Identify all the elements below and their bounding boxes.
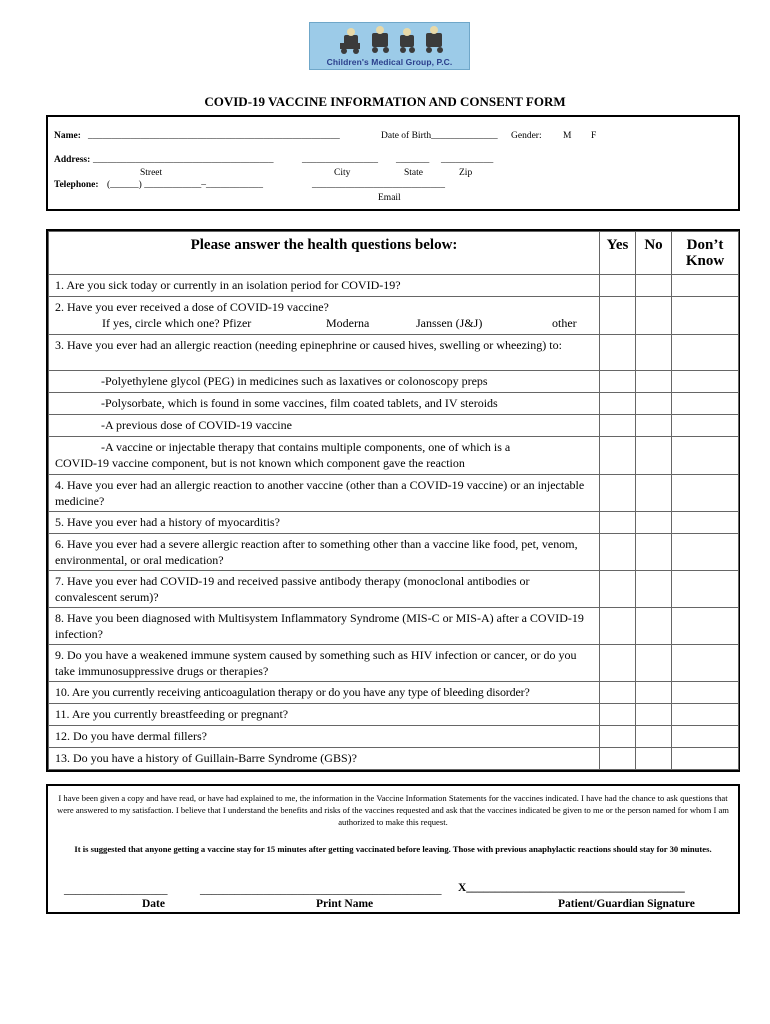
dont-know-line-1: Don’t <box>686 237 724 253</box>
question-row <box>49 275 739 297</box>
no-checkbox[interactable] <box>636 437 672 475</box>
dont-know-column-header <box>672 232 739 275</box>
dont-know-checkbox[interactable] <box>672 534 739 571</box>
yes-checkbox[interactable] <box>600 297 636 335</box>
question-text-continued: COVID-19 vaccine component, but is not known which component gave the reaction <box>55 456 465 470</box>
question-text: 12. Do you have dermal fillers? <box>49 726 600 748</box>
dont-know-checkbox[interactable] <box>672 415 739 437</box>
state-field[interactable]: _______ <box>396 155 430 165</box>
dont-know-checkbox[interactable] <box>672 275 739 297</box>
dont-know-line-2: Know <box>685 253 725 269</box>
date-caption: Date <box>142 898 165 910</box>
question-row <box>49 534 739 571</box>
email-caption: Email <box>378 193 401 203</box>
vaccine-options <box>55 315 593 331</box>
question-row <box>49 393 739 415</box>
question-text: 5. Have you ever had a history of myocarditis? <box>49 512 600 534</box>
question-row <box>49 608 739 645</box>
city-caption: City <box>334 168 351 178</box>
question-text: 13. Do you have a history of Guillain-Barre Syndrome (GBS)? <box>49 748 600 770</box>
yes-checkbox[interactable] <box>600 726 636 748</box>
no-checkbox[interactable] <box>636 512 672 534</box>
no-checkbox[interactable] <box>636 415 672 437</box>
dont-know-checkbox[interactable] <box>672 704 739 726</box>
yes-checkbox[interactable] <box>600 415 636 437</box>
vaccine-option-janssen[interactable]: Janssen (J&J) <box>416 316 483 330</box>
question-row <box>49 437 739 475</box>
no-checkbox[interactable] <box>636 645 672 682</box>
yes-checkbox[interactable] <box>600 475 636 512</box>
no-checkbox[interactable] <box>636 726 672 748</box>
no-checkbox[interactable] <box>636 571 672 608</box>
vaccine-option-other[interactable]: other <box>552 316 577 330</box>
zip-field[interactable]: ___________ <box>441 155 494 165</box>
yes-checkbox[interactable] <box>600 393 636 415</box>
no-column-header: No <box>636 232 672 275</box>
yes-checkbox[interactable] <box>600 275 636 297</box>
yes-checkbox[interactable] <box>600 437 636 475</box>
question-text: 8. Have you been diagnosed with Multisystem Inflammatory Syndrome (MIS-C or MIS-A) after a COVID-19 infection? <box>49 608 600 645</box>
clinic-logo <box>309 22 470 70</box>
health-questions-table <box>46 229 740 772</box>
yes-checkbox[interactable] <box>600 682 636 704</box>
telephone-field[interactable]: (______) ____________–____________ <box>107 180 263 190</box>
question-cell <box>49 297 600 335</box>
city-field[interactable]: ________________ <box>302 155 378 165</box>
yes-checkbox[interactable] <box>600 571 636 608</box>
address-label: Address: <box>54 155 91 165</box>
gender-label: Gender: <box>511 131 542 141</box>
question-text: 9. Do you have a weakened immune system caused by something such as HIV infection or cancer, or do you take immunosuppressive drugs or therapies? <box>49 645 600 682</box>
logo-text: Children's Medical Group, P.C. <box>326 57 453 67</box>
question-row <box>49 335 739 371</box>
no-checkbox[interactable] <box>636 475 672 512</box>
no-checkbox[interactable] <box>636 608 672 645</box>
yes-checkbox[interactable] <box>600 704 636 726</box>
question-text: -A previous dose of COVID-19 vaccine <box>49 415 600 437</box>
street-caption: Street <box>140 168 163 178</box>
telephone-label: Telephone: <box>54 180 99 190</box>
yes-checkbox[interactable] <box>600 512 636 534</box>
no-checkbox[interactable] <box>636 335 672 371</box>
dont-know-checkbox[interactable] <box>672 645 739 682</box>
dont-know-checkbox[interactable] <box>672 726 739 748</box>
print-name-caption: Print Name <box>316 898 374 910</box>
date-signature-field[interactable]: __________________ <box>64 884 168 896</box>
street-field[interactable]: ______________________________________ <box>93 155 274 165</box>
question-row <box>49 682 739 704</box>
question-row <box>49 748 739 770</box>
question-text: 10. Are you currently receiving anticoagulation therapy or do you have any type of bleeding disorder? <box>49 682 600 704</box>
question-text: 3. Have you ever had an allergic reaction (needing epinephrine or caused hives, swelling or wheezing) to: <box>49 335 600 371</box>
question-text: 7. Have you ever had COVID-19 and received passive antibody therapy (monoclonal antibodies or convalescent serum)? <box>49 571 600 608</box>
table-header-row <box>49 232 739 275</box>
yes-checkbox[interactable] <box>600 371 636 393</box>
name-field[interactable]: _____________________________________________________ <box>88 131 340 141</box>
question-text: 2. Have you ever received a dose of COVID-19 vaccine? <box>55 300 329 314</box>
patient-info-box <box>46 115 740 211</box>
no-checkbox[interactable] <box>636 704 672 726</box>
questions-prompt: Please answer the health questions below: <box>49 232 600 275</box>
vaccine-option-pfizer[interactable]: If yes, circle which one? Pfizer <box>102 316 252 330</box>
email-field[interactable]: ____________________________ <box>312 180 445 190</box>
signature-field[interactable]: X______________________________________ <box>458 882 685 894</box>
no-checkbox[interactable] <box>636 371 672 393</box>
question-text: -Polysorbate, which is found in some vaccines, film coated tablets, and IV steroids <box>49 393 600 415</box>
question-row <box>49 415 739 437</box>
no-checkbox[interactable] <box>636 682 672 704</box>
question-text: -Polyethylene glycol (PEG) in medicines such as laxatives or colonoscopy preps <box>49 371 600 393</box>
question-row <box>49 475 739 512</box>
form-title: COVID-19 VACCINE INFORMATION AND CONSENT FORM <box>204 94 566 109</box>
yes-checkbox[interactable] <box>600 335 636 371</box>
question-row <box>49 704 739 726</box>
state-caption: State <box>404 168 423 178</box>
dont-know-checkbox[interactable] <box>672 512 739 534</box>
question-row <box>49 297 739 335</box>
yes-checkbox[interactable] <box>600 748 636 770</box>
question-row <box>49 512 739 534</box>
dont-know-checkbox[interactable] <box>672 297 739 335</box>
no-checkbox[interactable] <box>636 275 672 297</box>
question-text: 4. Have you ever had an allergic reaction to another vaccine (other than a COVID-19 vaccine) or an injectable medicine? <box>49 475 600 512</box>
no-checkbox[interactable] <box>636 748 672 770</box>
consent-box <box>46 784 740 914</box>
no-checkbox[interactable] <box>636 534 672 571</box>
yes-checkbox[interactable] <box>600 534 636 571</box>
dont-know-checkbox[interactable] <box>672 682 739 704</box>
question-text: 6. Have you ever had a severe allergic reaction after to something other than a vaccine like food, pet, venom, environmental, or oral medication? <box>49 534 600 571</box>
question-row <box>49 726 739 748</box>
vaccine-option-moderna[interactable]: Moderna <box>326 316 370 330</box>
consent-statement: I have been given a copy and have read, or have had explained to me, the information in the Vaccine Information Statements for the vaccines indicated. I have had the chance to ask questions that were answered to my satisfaction. I believe that I understand the benefits and risks of the vaccines requested and ask that the vaccines indicated be given to me or the person named for whom I am authorized to make this request. <box>57 793 729 827</box>
zip-caption: Zip <box>459 168 473 178</box>
question-cell <box>49 437 600 475</box>
dont-know-checkbox[interactable] <box>672 475 739 512</box>
question-text: 11. Are you currently breastfeeding or pregnant? <box>49 704 600 726</box>
print-name-field[interactable]: __________________________________________ <box>200 884 442 896</box>
question-row <box>49 645 739 682</box>
name-label: Name: <box>54 131 81 141</box>
observation-notice: It is suggested that anyone getting a vaccine stay for 15 minutes after getting vaccinated before leaving. Those with previous anaphylactic reactions should stay for 30 minutes. <box>74 844 712 854</box>
dont-know-checkbox[interactable] <box>672 608 739 645</box>
yes-checkbox[interactable] <box>600 645 636 682</box>
question-row <box>49 571 739 608</box>
dont-know-checkbox[interactable] <box>672 393 739 415</box>
yes-checkbox[interactable] <box>600 608 636 645</box>
date-of-birth-field[interactable]: Date of Birth______________ <box>381 131 498 141</box>
yes-column-header: Yes <box>600 232 636 275</box>
question-row <box>49 371 739 393</box>
dont-know-checkbox[interactable] <box>672 335 739 371</box>
dont-know-checkbox[interactable] <box>672 571 739 608</box>
dont-know-checkbox[interactable] <box>672 371 739 393</box>
question-text: 1. Are you sick today or currently in an isolation period for COVID-19? <box>49 275 600 297</box>
question-text: -A vaccine or injectable therapy that contains multiple components, one of which is a <box>101 440 511 454</box>
dont-know-checkbox[interactable] <box>672 437 739 475</box>
signature-caption: Patient/Guardian Signature <box>558 898 695 910</box>
gender-option-m[interactable]: M <box>563 131 572 141</box>
no-checkbox[interactable] <box>636 393 672 415</box>
no-checkbox[interactable] <box>636 297 672 335</box>
dont-know-checkbox[interactable] <box>672 748 739 770</box>
gender-option-f[interactable]: F <box>591 131 597 141</box>
